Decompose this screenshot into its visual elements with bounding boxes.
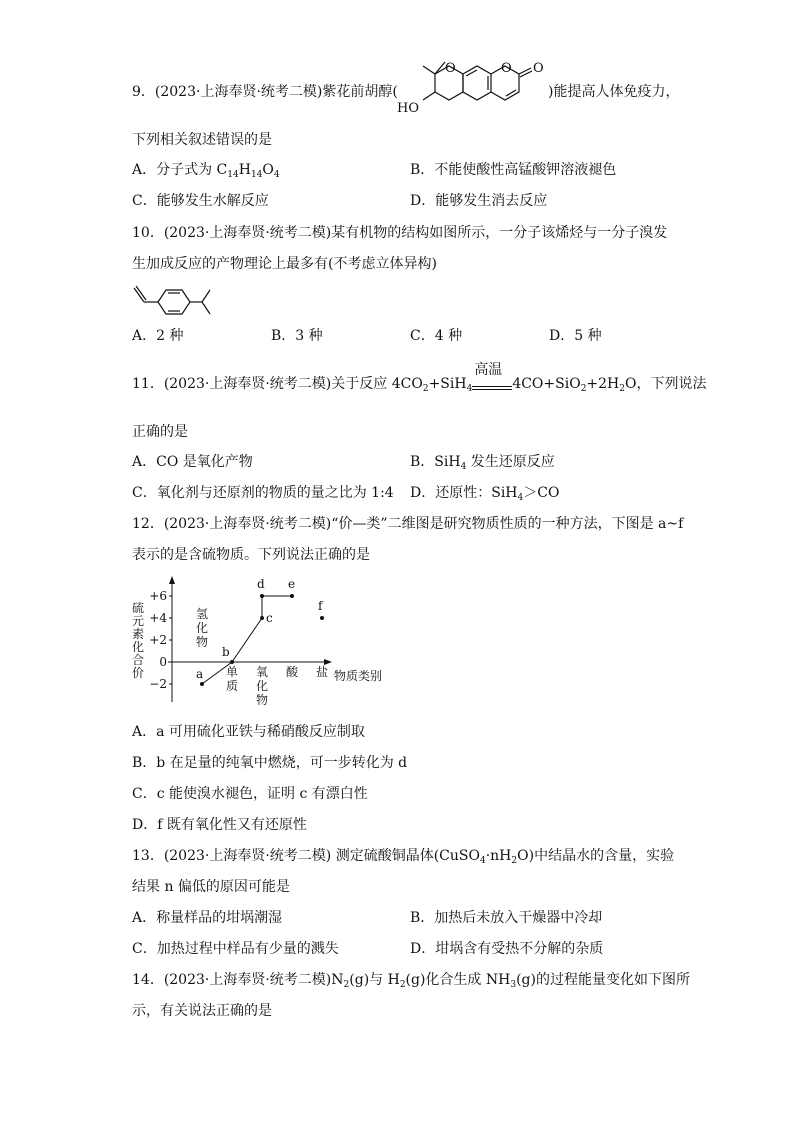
q9-bond xyxy=(423,66,435,74)
q12-line1: 12．(2023·上海奉贤·统考二模)“价—类”二维图是研究物质性质的一种方法，下图是 a~f xyxy=(132,516,684,532)
data-point-label-e: e xyxy=(288,577,296,591)
y-tick-label: 0 xyxy=(159,655,167,669)
data-point-label-d: d xyxy=(257,577,265,591)
q9-struct-o1: O xyxy=(445,61,456,76)
valence-class-chart xyxy=(128,572,418,712)
data-point-d xyxy=(260,594,264,598)
x-category-label-char: 单 xyxy=(226,665,239,679)
data-point-label-c: c xyxy=(266,611,273,625)
x-category-label-char: 物 xyxy=(196,635,209,649)
q11-line1: 11．(2023·上海奉贤·统考二模)关于反应 $4CO_2+SiH_4$ 高温 $4CO+SiO_2+2H_2O$，下列说法 xyxy=(132,362,707,394)
x-category-label-char: 氧 xyxy=(256,665,269,679)
q12-option-d[interactable]: D．f 既有氧化性又有还原性 xyxy=(132,817,307,833)
y-axis-label-char: 素 xyxy=(132,627,145,641)
q9-bond xyxy=(463,66,491,100)
q9-struct-o2: O xyxy=(501,61,512,76)
y-tick-label: +4 xyxy=(149,611,167,625)
x-category-label-char: 盐 xyxy=(316,665,329,679)
q10-option-c[interactable]: C．4 种 xyxy=(410,328,463,344)
data-point-e xyxy=(290,594,294,598)
y-tick-label: +6 xyxy=(149,589,167,603)
y-axis-label-char: 化 xyxy=(132,640,145,654)
q9-line1-suffix: )能提高人体免疫力， xyxy=(548,84,680,100)
q9-option-b[interactable]: B．不能使酸性高锰酸钾溶液褪色 xyxy=(410,162,617,178)
q10-bond xyxy=(202,302,210,314)
y-axis-label-char: 元 xyxy=(132,614,145,628)
q10-bond xyxy=(202,290,210,302)
q13-option-c[interactable]: C．加热过程中样品有少量的溅失 xyxy=(132,941,339,957)
q9-bond xyxy=(520,71,532,77)
q10-bond xyxy=(158,290,190,314)
y-tick-label: +2 xyxy=(149,633,167,647)
x-category-label-char: 化 xyxy=(256,679,269,693)
x-category-label-char: 质 xyxy=(226,679,239,693)
q13-option-a[interactable]: A．称量样品的坩埚潮湿 xyxy=(132,910,283,926)
q11-option-c[interactable]: C．氧化剂与还原剂的物质的量之比为 1:4 xyxy=(132,485,394,501)
x-category-label-char: 氢 xyxy=(196,607,209,621)
y-axis-label-char: 合 xyxy=(132,653,145,667)
q10-structure-diagram xyxy=(132,284,222,320)
q13-option-d[interactable]: D．坩埚含有受热不分解的杂质 xyxy=(410,941,604,957)
y-axis-label-char: 价 xyxy=(132,666,145,680)
data-point-b xyxy=(230,660,234,664)
data-point-c xyxy=(260,616,264,620)
q14-line1: 14．(2023·上海奉贤·统考二模)$N_2(g)$与 $H_2(g)$化合生成 $NH_3(g)$的过程能量变化如下图所 xyxy=(132,972,690,990)
q12-line2: 表示的是含硫物质。下列说法正确的是 xyxy=(132,547,370,563)
q11-option-a[interactable]: A．CO 是氧化产物 xyxy=(132,454,253,470)
x-category-label-char: 酸 xyxy=(286,665,299,679)
data-point-label-f: f xyxy=(318,599,323,613)
q14-line2: 示，有关说法正确的是 xyxy=(132,1003,272,1019)
q12-option-a[interactable]: A．a 可用硫化亚铁与稀硝酸反应制取 xyxy=(132,724,365,740)
q9-line1 xyxy=(132,82,398,102)
q9-structure-diagram xyxy=(393,60,553,124)
q9-line2: 下列相关叙述错误的是 xyxy=(132,132,272,148)
x-category-label-char: 化 xyxy=(196,621,209,635)
q10-option-a[interactable]: A．2 种 xyxy=(132,328,184,344)
q9-struct-o3: O xyxy=(533,61,544,76)
q9-bond xyxy=(519,68,531,74)
q11-condition: 高温 xyxy=(474,362,503,378)
q12-option-b[interactable]: B．b 在足量的纯氧中燃烧，可一步转化为 d xyxy=(132,755,408,771)
data-point-label-b: b xyxy=(222,645,230,659)
q11-reaction-arrow xyxy=(472,362,512,394)
q10-line2: 生加成反应的产物理论上最多有(不考虑立体异构) xyxy=(132,256,437,272)
q10-line1: 10．(2023·上海奉贤·统考二模)某有机物的结构如图所示，一分子该烯烃与一分子溴发 xyxy=(132,225,668,241)
data-point-f xyxy=(320,616,324,620)
q9-option-a[interactable]: A．分子式为 $C_{14}H_{14}O_4$ xyxy=(132,162,280,180)
y-tick-label: −2 xyxy=(149,677,167,691)
q13-option-b[interactable]: B．加热后未放入干燥器中冷却 xyxy=(410,910,603,926)
q13-line1: 13．(2023·上海奉贤·统考二模) 测定硫酸铜晶体$(CuSO_4\cdot nH_2O)$中结晶水的含量，实验 xyxy=(132,848,675,866)
q10-option-d[interactable]: D．5 种 xyxy=(549,328,602,344)
data-point-a xyxy=(200,682,204,686)
y-axis-label-char: 硫 xyxy=(132,601,145,615)
q11-option-b[interactable]: B．SiH$_4$ 发生还原反应 xyxy=(410,454,555,472)
q13-line2: 结果 n 偏低的原因可能是 xyxy=(132,879,290,895)
q9-prefix: 9．(2023·上海奉贤·统考二模)紫花前胡醇( xyxy=(132,84,398,100)
q9-struct-oh: HO xyxy=(397,101,419,116)
q11-option-d[interactable]: D．还原性：SiH$_4$＞CO xyxy=(410,485,560,503)
q9-bond xyxy=(435,62,445,74)
x-axis-title: 物质类别 xyxy=(334,669,383,683)
q10-option-b[interactable]: B．3 种 xyxy=(271,328,323,344)
x-category-label-char: 物 xyxy=(256,693,269,707)
q12-option-c[interactable]: C．c 能使溴水褪色，证明 c 有漂白性 xyxy=(132,786,368,802)
data-point-label-a: a xyxy=(196,667,204,681)
chart-connector xyxy=(232,618,262,662)
q9-option-c[interactable]: C．能够发生水解反应 xyxy=(132,193,269,209)
q9-option-d[interactable]: D．能够发生消去反应 xyxy=(410,193,548,209)
y-axis-arrow xyxy=(169,576,175,584)
q9-bond xyxy=(423,92,435,100)
q11-line2: 正确的是 xyxy=(132,424,188,440)
